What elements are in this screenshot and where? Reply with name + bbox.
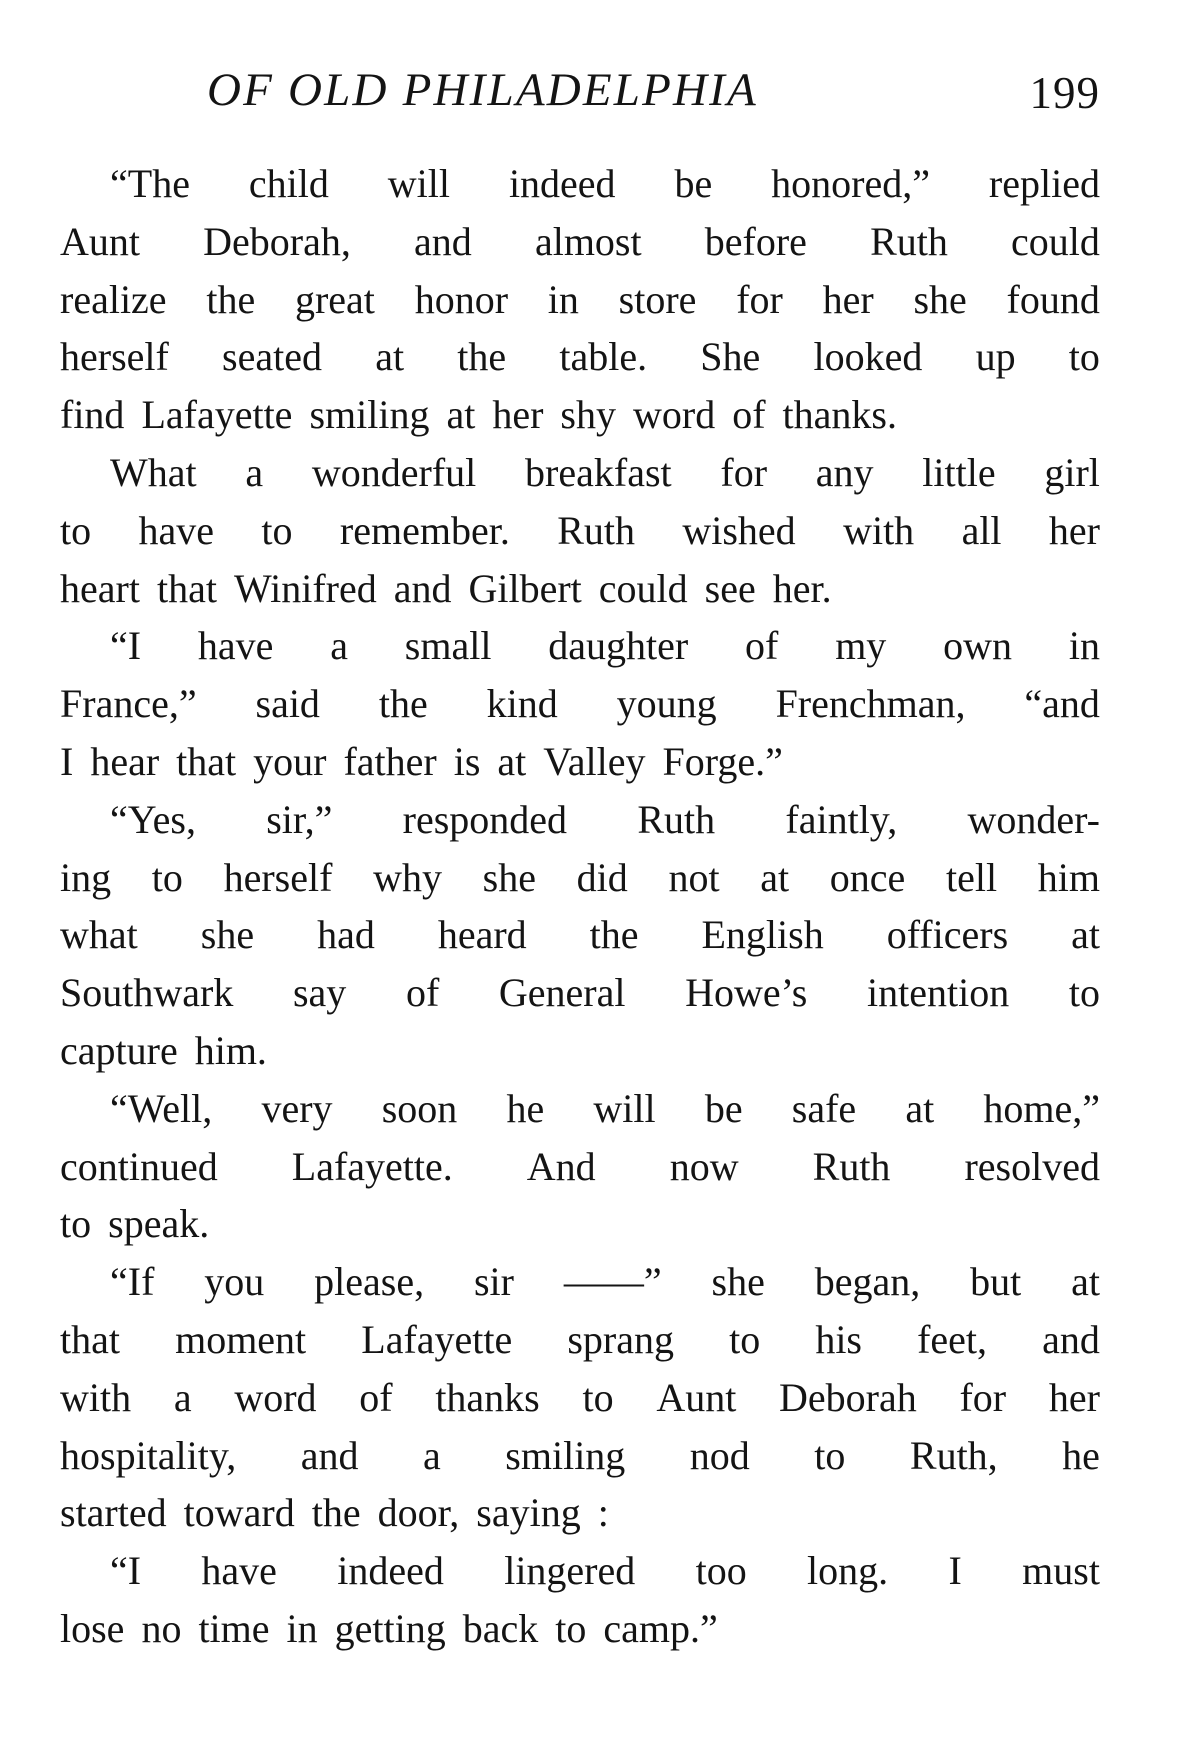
text-line: that moment Lafayette sprang to his feet, and [60, 1316, 1100, 1362]
text-line: Southwark say of General Howe’s intention to [60, 970, 1100, 1016]
text-line: “I have indeed lingered too long. I must [110, 1548, 1100, 1594]
running-head [60, 62, 1100, 132]
text-line: capture him. [60, 1027, 267, 1073]
text-line: continued Lafayette. And now Ruth resolved [60, 1143, 1100, 1189]
text-line: France,” said the kind young Frenchman, “and [60, 681, 1100, 727]
text-line: “The child will indeed be honored,” replied [110, 161, 1100, 206]
text-line: Aunt Deborah, and almost before Ruth could [60, 218, 1100, 264]
text-line: what she had heard the English officers at [60, 912, 1100, 958]
text-line: “Yes, sir,” responded Ruth faintly, wonder- [110, 796, 1100, 842]
text-line: realize the great honor in store for her she found [60, 276, 1100, 322]
body-text [60, 155, 1100, 1658]
text-line: find Lafayette smiling at her shy word of thanks. [60, 392, 897, 438]
page-number: 199 [1029, 68, 1100, 118]
text-line: hospitality, and a smiling nod to Ruth, he [60, 1432, 1100, 1478]
text-line: herself seated at the table. She looked up to [60, 334, 1100, 380]
text-line: “Well, very soon he will be safe at home,” [110, 1085, 1100, 1131]
paragraph [60, 444, 1100, 617]
text-line: I hear that your father is at Valley Forge.” [60, 738, 783, 784]
paragraph [60, 155, 1100, 444]
paragraph [60, 1080, 1100, 1253]
paragraph [60, 1253, 1100, 1542]
text-line: What a wonderful breakfast for any little girl [110, 449, 1100, 495]
text-line: “I have a small daughter of my own in [110, 623, 1100, 669]
paragraph [60, 617, 1100, 790]
text-line: heart that Winifred and Gilbert could see her. [60, 565, 832, 611]
text-line: ing to herself why she did not at once tell him [60, 854, 1100, 900]
text-line: “If you please, sir ——” she began, but at [110, 1259, 1100, 1305]
text-line: started toward the door, saying : [60, 1490, 609, 1536]
text-line: to speak. [60, 1201, 210, 1247]
text-line: to have to remember. Ruth wished with all her [60, 507, 1100, 553]
text-line: lose no time in getting back to camp.” [60, 1605, 718, 1651]
running-title: OF OLD PHILADELPHIA [207, 64, 758, 116]
text-line: with a word of thanks to Aunt Deborah for her [60, 1374, 1100, 1420]
paragraph [60, 1542, 1100, 1658]
paragraph [60, 791, 1100, 1080]
